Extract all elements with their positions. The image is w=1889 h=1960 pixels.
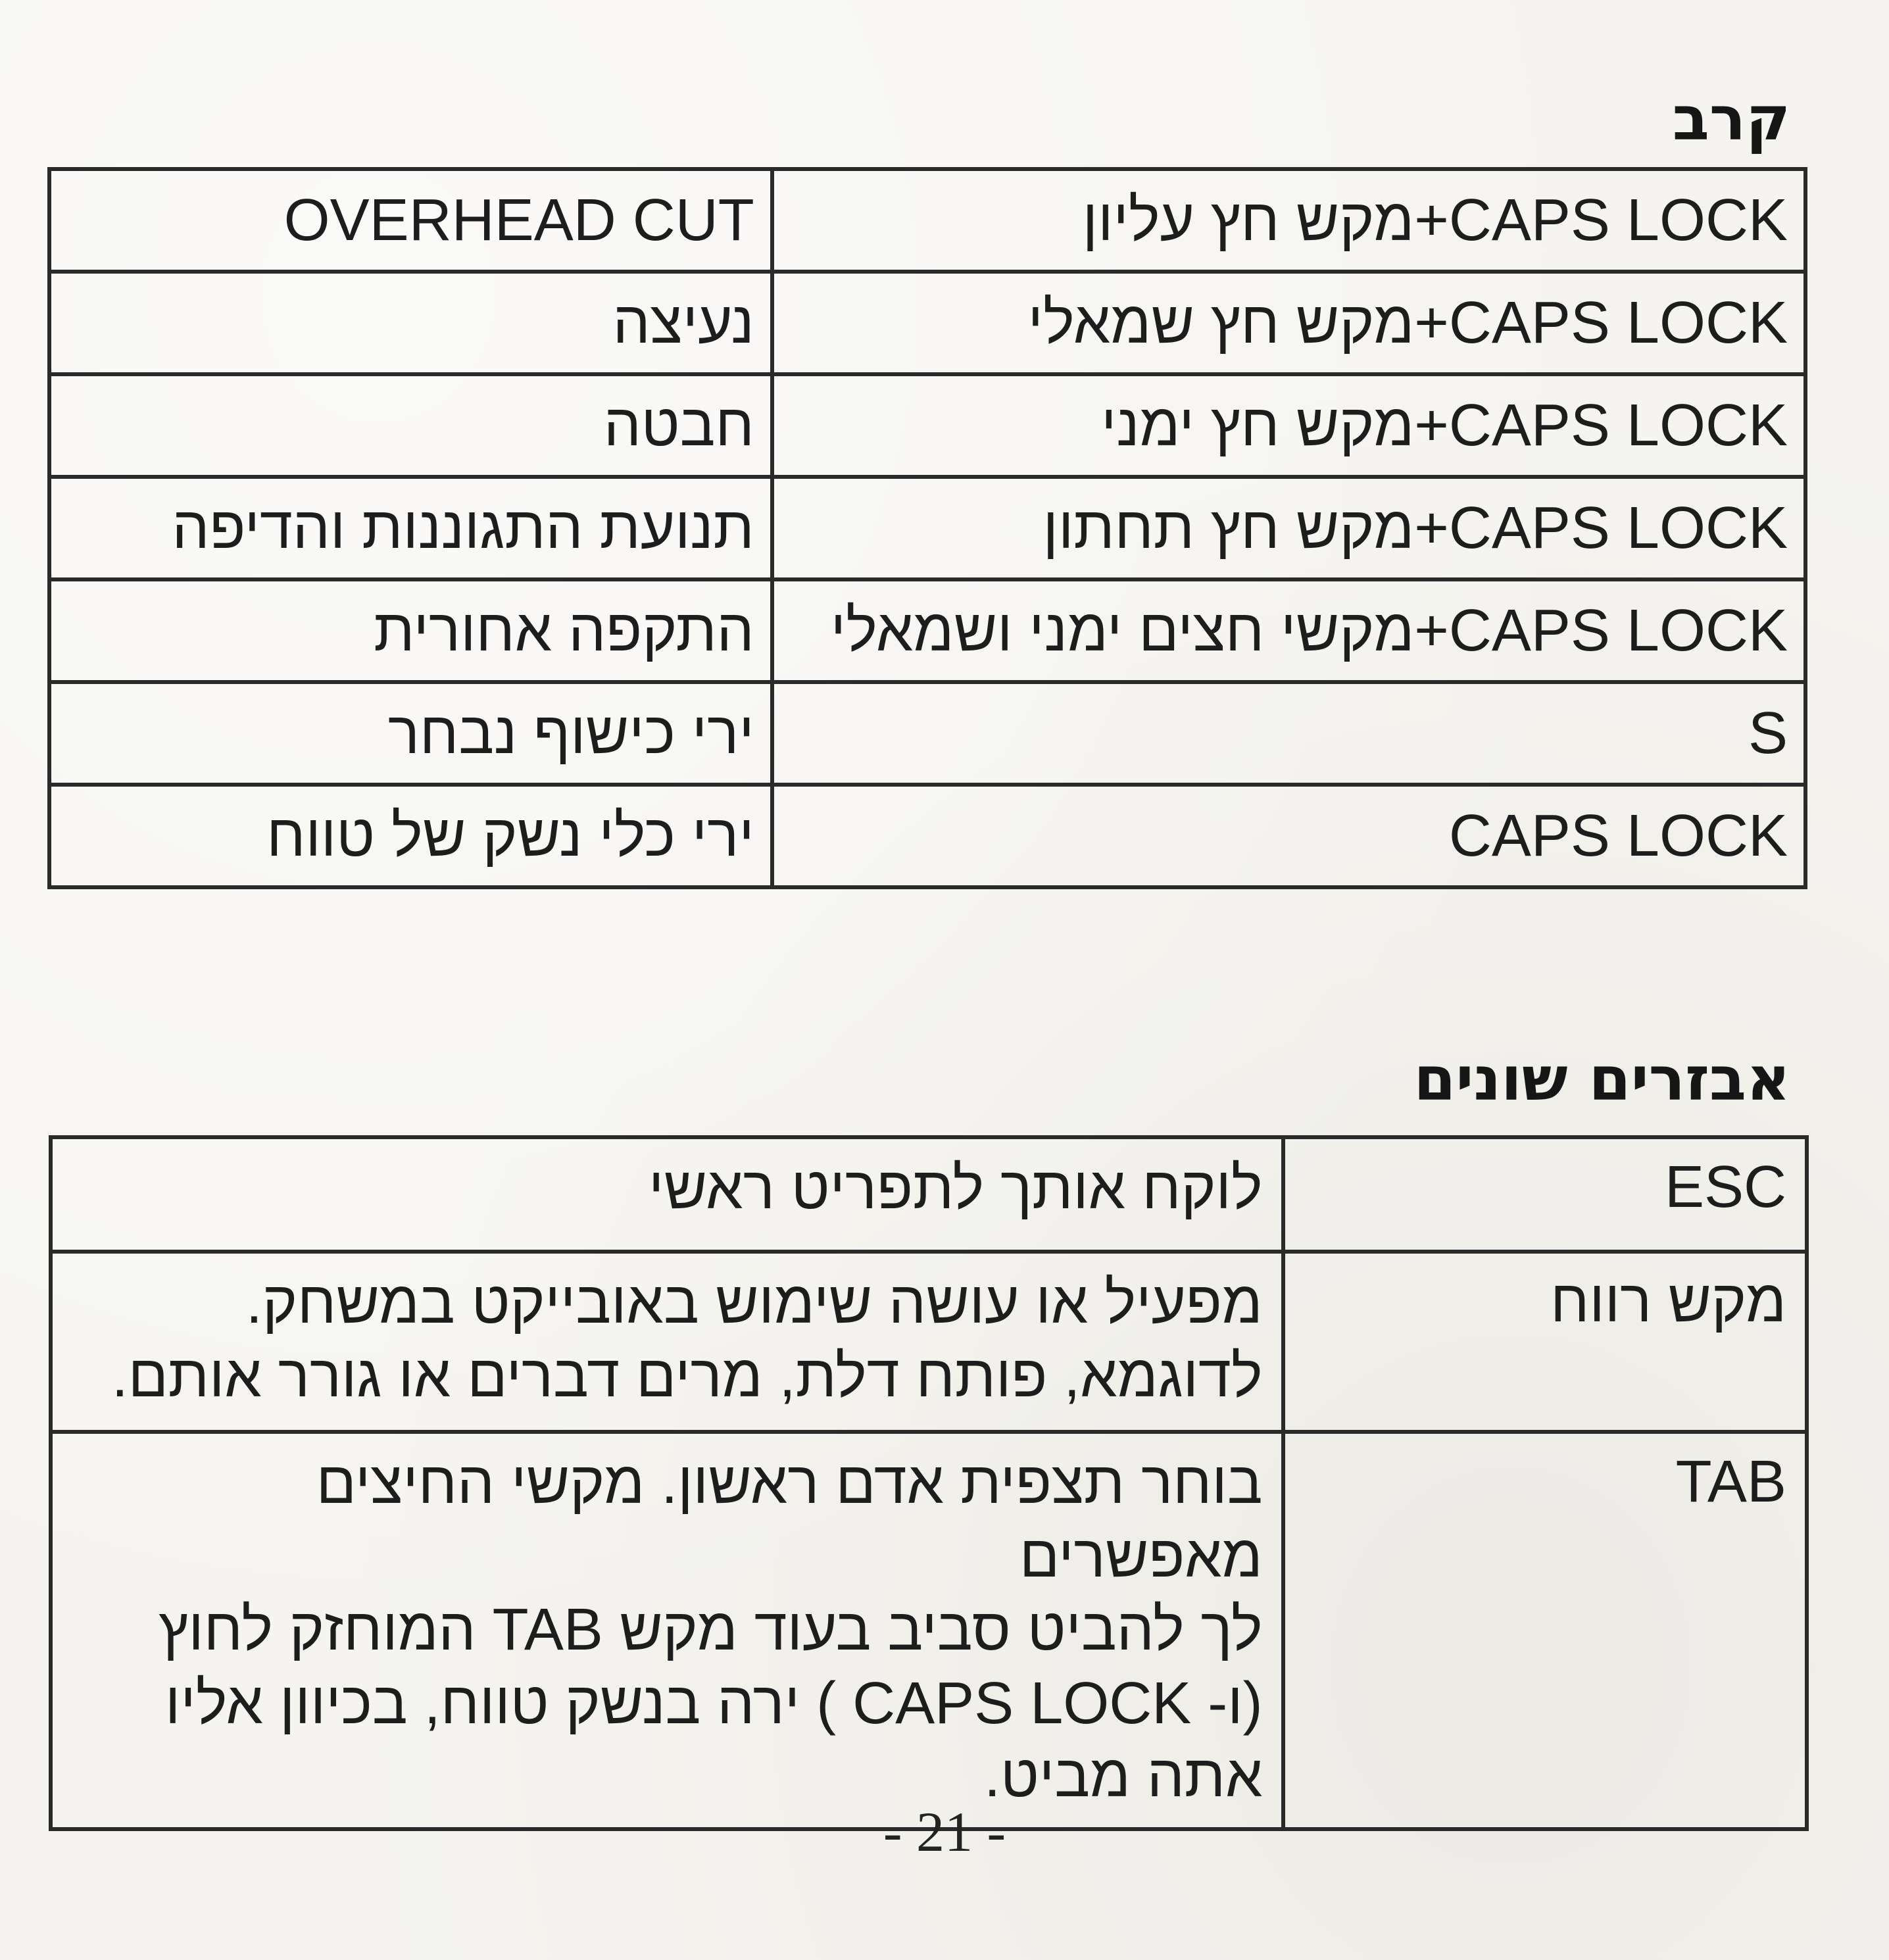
description-line: לדוגמא, פותח דלת, מרים דברים או גורר אותם. bbox=[111, 1343, 1263, 1409]
action-description bbox=[51, 1432, 1283, 1829]
action-description bbox=[51, 1252, 1283, 1432]
action-description: ירי כלי נשק של טווח bbox=[49, 785, 772, 887]
description-line: אתה מביט. bbox=[984, 1744, 1263, 1810]
action-description: ירי כישוף נבחר bbox=[49, 682, 772, 785]
table-row bbox=[49, 785, 1805, 887]
key-combination: CAPS LOCK+מקשי חצים ימני ושמאלי bbox=[772, 579, 1805, 682]
key-combination: TAB bbox=[1283, 1432, 1807, 1829]
description-line: מפעיל או עושה שימוש באובייקט במשחק. bbox=[245, 1270, 1263, 1336]
key-combination: ESC bbox=[1283, 1137, 1807, 1252]
page-number: - 21 - bbox=[883, 1800, 1006, 1863]
table-row bbox=[49, 272, 1805, 374]
table-row bbox=[51, 1137, 1807, 1252]
description-line: בוחר תצפית אדם ראשון. מקשי החיצים מאפשרים bbox=[316, 1450, 1263, 1590]
table-row bbox=[49, 579, 1805, 682]
table-row bbox=[49, 169, 1805, 272]
section-title-misc: אבזרים שונים bbox=[1413, 1044, 1790, 1114]
action-description: OVERHEAD CUT bbox=[49, 169, 772, 272]
key-combination: S bbox=[772, 682, 1805, 785]
misc-keys-table bbox=[49, 1135, 1809, 1831]
action-description: נעיצה bbox=[49, 272, 772, 374]
table-row bbox=[49, 682, 1805, 785]
key-combination: CAPS LOCK bbox=[772, 785, 1805, 887]
key-combination: CAPS LOCK+מקש חץ עליון bbox=[772, 169, 1805, 272]
key-combination: CAPS LOCK+מקש חץ שמאלי bbox=[772, 272, 1805, 374]
combat-keys-table bbox=[47, 167, 1807, 889]
description-line: לך להביט סביב בעוד מקש TAB המוחזק לחוץ bbox=[159, 1597, 1263, 1663]
table-row bbox=[49, 477, 1805, 579]
table-row bbox=[49, 374, 1805, 477]
section-title-combat: קרב bbox=[1672, 84, 1790, 154]
key-combination: מקש רווח bbox=[1283, 1252, 1807, 1432]
table-row bbox=[51, 1432, 1807, 1829]
action-description: תנועת התגוננות והדיפה bbox=[49, 477, 772, 579]
action-description: חבטה bbox=[49, 374, 772, 477]
description-line: (ו- CAPS LOCK ) ירה בנשק טווח, בכיוון אליו bbox=[164, 1670, 1263, 1736]
action-description: התקפה אחורית bbox=[49, 579, 772, 682]
action-description bbox=[51, 1137, 1283, 1252]
key-combination: CAPS LOCK+מקש חץ תחתון bbox=[772, 477, 1805, 579]
key-combination: CAPS LOCK+מקש חץ ימני bbox=[772, 374, 1805, 477]
description-line: לוקח אותך לתפריט ראשי bbox=[649, 1156, 1263, 1221]
table-row bbox=[51, 1252, 1807, 1432]
